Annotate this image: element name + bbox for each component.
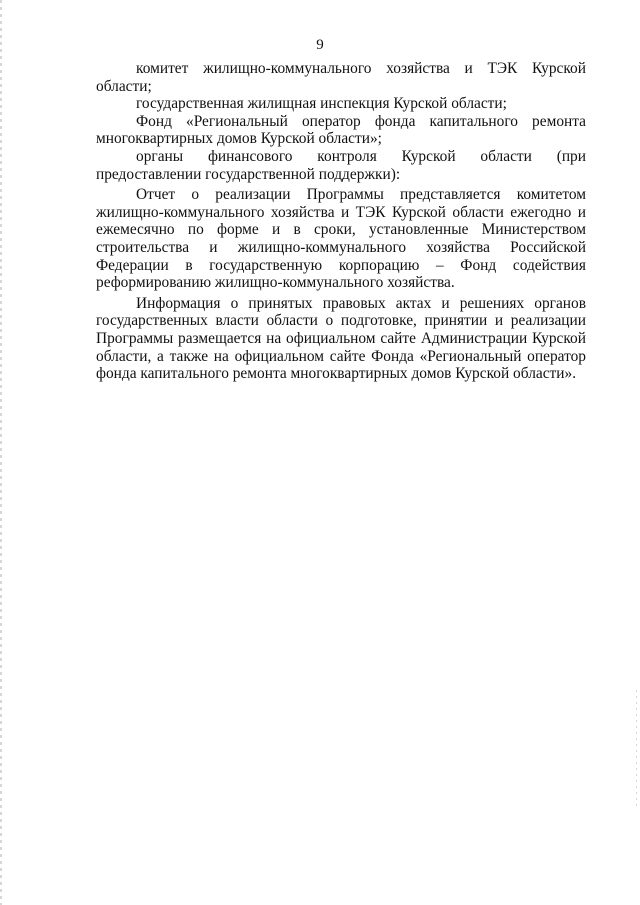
paragraph-information: Информация о принятых правовых актах и решениях органов государственных власти области о подготовке, принятии и реализации Программы размещается на официальном сайте Администрации Курской области, а также на официальном сайте Фонда «Региональный оператор фонда капитального ремонта многоквартирных домов Курской области». <box>96 294 586 383</box>
paragraph-committee: комитет жилищно-коммунального хозяйства и ТЭК Курской области; <box>96 60 586 95</box>
page-number: 9 <box>316 37 324 53</box>
paragraph-housing-inspection: государственная жилищная инспекция Курской области; <box>136 95 507 113</box>
scan-edge-right <box>636 690 637 810</box>
scan-edge-left <box>0 0 2 905</box>
paragraph-regional-operator: Фонд «Региональный оператор фонда капитального ремонта многоквартирных домов Курской области»; <box>96 112 586 148</box>
paragraph-financial-control: органы финансового контроля Курской области (при предоставлении государственной поддержки): <box>96 147 586 183</box>
document-body <box>96 60 586 383</box>
paragraph-report: Отчет о реализации Программы представляется комитетом жилищно-коммунального хозяйства и ТЭК Курской области ежегодно и ежемесячно по форме и в сроки, установленные Министерством строительства и жилищно-коммунального хозяйства Российской Федерации в государственную корпорацию – Фонд содействия реформированию жилищно-коммунального хозяйства. <box>96 186 586 292</box>
